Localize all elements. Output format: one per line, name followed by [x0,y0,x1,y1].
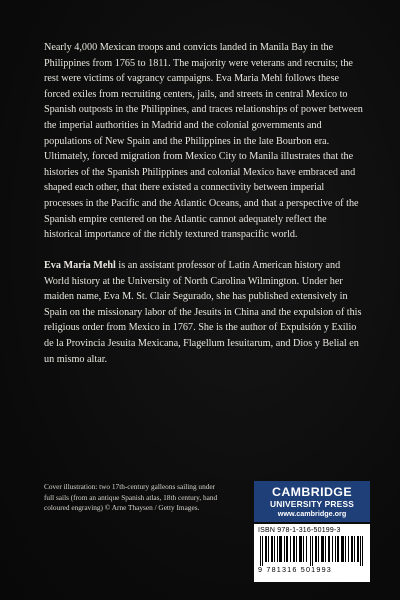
isbn-label: ISBN 978-1-316-50199-3 [258,527,341,534]
publisher-name: CAMBRIDGE [271,485,352,499]
barcode-digits: 9 781316 501993 [258,565,332,574]
author-bio-text: is an assistant professor of Latin American history and World history at the University of North Carolina Wilmington. Under her maiden name, Eva M. St. Clair Segurado, she has published extensively in Spain on the missionary labor of the Jesuits in China and the expulsion of this religious order from Mexico in 1767. She is the author of Expulsión y Exilio de la Provincia Jesuita Mexicana, Flagellum Iesuitarum, and Dios y Belial en un mismo altar. [44,260,362,365]
barcode-icon [258,536,366,566]
book-description: Nearly 4,000 Mexican troops and convicts landed in Manila Bay in the Philippines from 1765 to 1811. The majority were veterans and recruits; the rest were victims of vagrancy campaigns. Eva Maria Mehl follows these forced exiles from recruiting centers, jails, and streets in central Mexico to Spanish outposts in the Philippines, and traces relationships of power between the imperial authorities in Madrid and the colonial governments and populations of New Spain and the Philippines in the late Bourbon era. Ultimately, forced migration from Mexico City to Manila illustrates that the histories of the Spanish Philippines and colonial Mexico have embraced and shaped each other, that there existed a connectivity between imperial processes in the Pacific and the Atlantic Oceans, and that a perspective of the Spanish empire centered on the Atlantic cannot adequately reflect the historical importance of the richly textured transpacific world. [44,42,363,241]
barcode-panel [254,524,370,582]
publisher-url: www.cambridge.org [277,509,347,518]
publisher-subtitle: UNIVERSITY PRESS [269,499,355,509]
author-name: Eva Maria Mehl [44,260,116,271]
author-bio [44,258,364,367]
cover-illustration-credit: Cover illustration: two 17th-century galleons sailing under full sails (from an antique Spanish atlas, 18th century, hand coloured engraving) © Arne Thaysen / Getty Images. [44,482,218,512]
publisher-logo-block [254,481,370,522]
